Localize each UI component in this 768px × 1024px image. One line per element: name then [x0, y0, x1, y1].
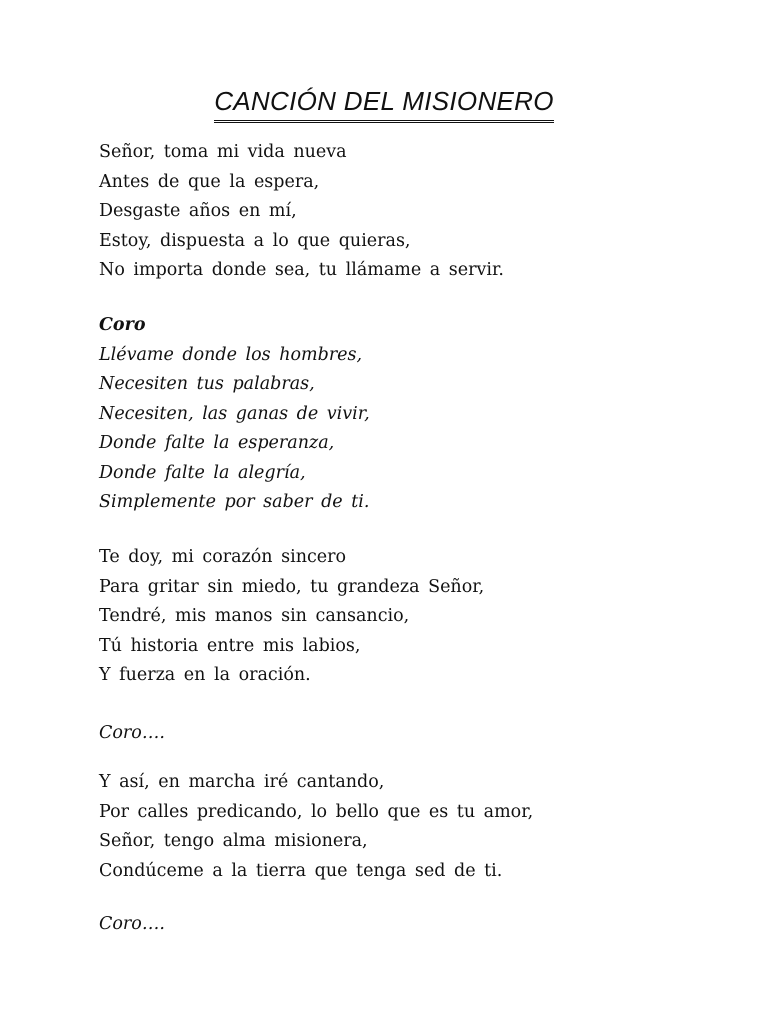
chorus-line: Donde falte la esperanza, [99, 433, 335, 453]
verse-1 [99, 138, 504, 286]
chorus-line: Llévame donde los hombres, [99, 344, 363, 365]
song-title-text: CANCIÓN DEL MISIONERO [214, 84, 554, 123]
chorus-line: Necesiten, las ganas de vivir, [99, 403, 370, 424]
verse-line: Y fuerza en la oración. [99, 665, 311, 685]
verse-line: Tendré, mis manos sin cansancio, [99, 606, 410, 626]
chorus-reference-1: Coro…. [99, 723, 165, 743]
chorus-line: Simplemente por saber de ti. [99, 492, 370, 512]
verse-line: Estoy, dispuesta a lo que quieras, [99, 230, 411, 251]
verse-2 [99, 543, 484, 691]
verse-line: Antes de que la espera, [99, 171, 320, 192]
verse-line: Y así, en marcha iré cantando, [99, 772, 385, 792]
verse-line: Para gritar sin miedo, tu grandeza Señor, [99, 576, 485, 597]
verse-line: Te doy, mi corazón sincero [99, 547, 347, 567]
verse-line: Condúceme a la tierra que tenga sed de ti. [99, 860, 503, 881]
chorus-line: Donde falte la alegría, [99, 462, 306, 483]
chorus-reference-2: Coro…. [99, 914, 165, 934]
verse-line: Desgaste años en mí, [99, 201, 297, 221]
verse-3 [99, 768, 533, 886]
chorus [99, 311, 370, 518]
chorus-heading: Coro [99, 315, 146, 335]
verse-line: Señor, toma mi vida nueva [99, 142, 347, 162]
verse-line: Señor, tengo alma misionera, [99, 831, 368, 851]
verse-line: Por calles predicando, lo bello que es tu amor, [99, 801, 534, 822]
chorus-line: Necesiten tus palabras, [99, 374, 315, 394]
song-title [0, 84, 768, 123]
verse-line: No importa donde sea, tu llámame a servir. [99, 260, 504, 280]
verse-line: Tú historia entre mis labios, [99, 635, 361, 656]
